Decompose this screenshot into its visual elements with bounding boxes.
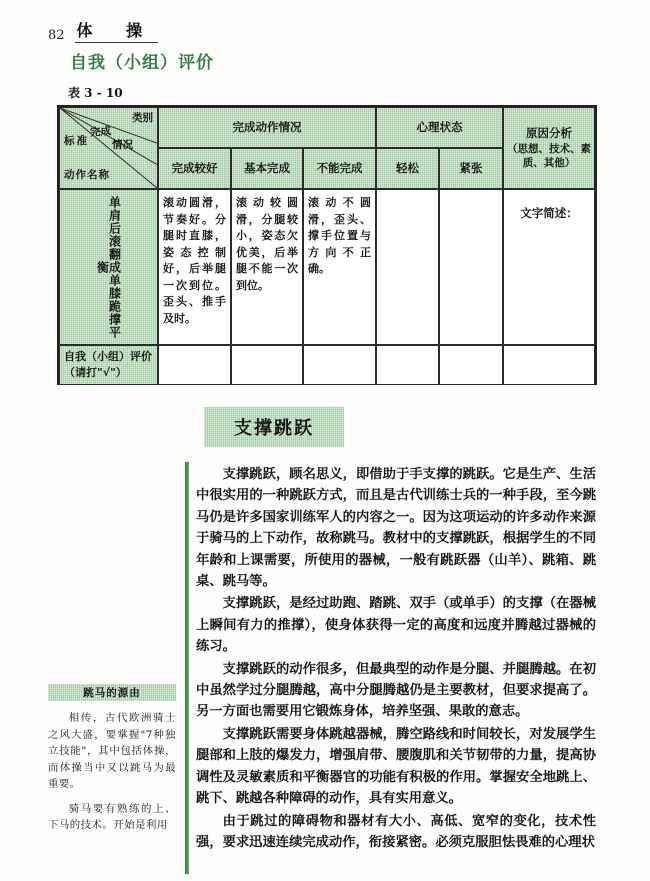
topic-banner: 支撑跳跃 bbox=[204, 407, 344, 447]
body-paragraph: 支撑跳跃，是经过助跑、踏跳、双手（或单手）的支撑（在器械上瞬间有力的推撑），使身体获得一定的高度和远度并腾越过器械的练习。 bbox=[196, 596, 596, 655]
group-header-completion-status: 完成动作情况 bbox=[158, 107, 376, 148]
self-eval-checkbox-basic[interactable] bbox=[231, 345, 303, 385]
page-number: 82 bbox=[48, 28, 65, 43]
body-text-column bbox=[196, 464, 596, 854]
corner-label-situation: 情况 bbox=[112, 139, 133, 151]
running-title: 体 操 bbox=[75, 18, 159, 43]
self-evaluation-line2: （请打"√"） bbox=[64, 366, 127, 379]
body-paragraph: 支撑跳跃的动作很多，但最典型的动作是分腿、并腿腾越。在初中虽然学过分腿腾越，高中分腿腾越仍是主要教材，但要求提高了。另一方面也需要用它锻炼身体，培养坚强、果敢的意志。 bbox=[196, 661, 596, 720]
cell-text-unable: 滚动不圆滑，歪头、撑手位置与方向不正确。 bbox=[308, 196, 371, 275]
cell-text-good: 滚动圆滑，节奏好。分腿时直膝，姿态控制好，后举腿一次到位。歪头、推手及时。 bbox=[163, 196, 226, 325]
section-heading: 自我（小组）评价 bbox=[70, 53, 214, 73]
group-header-cause-analysis bbox=[503, 107, 595, 189]
table-caption: 表 3 - 10 bbox=[68, 86, 123, 100]
cause-analysis-line2: （思想、技术、素 bbox=[507, 142, 591, 155]
group-header-mental-state: 心理状态 bbox=[376, 107, 503, 148]
sidebar-note bbox=[48, 684, 176, 842]
self-eval-checkbox-unable[interactable] bbox=[303, 345, 376, 385]
table-cell-basic bbox=[231, 189, 303, 345]
corner-label-category: 类别 bbox=[132, 112, 153, 124]
cause-analysis-line1: 原因分析 bbox=[526, 126, 572, 141]
sub-header-unable: 不能完成 bbox=[303, 148, 376, 189]
sub-header-good: 完成较好 bbox=[158, 148, 231, 189]
self-evaluation-line1: 自我（小组）评价 bbox=[64, 350, 152, 364]
cause-analysis-line3: 质、其他） bbox=[522, 156, 576, 169]
table-corner-header bbox=[59, 107, 158, 189]
self-eval-checkbox-good[interactable] bbox=[158, 345, 231, 385]
sidebar-body bbox=[48, 710, 176, 834]
sidebar-paragraph: 相传，古代欧洲骑士之风大盛，要掌握"7种独立技能"，其中包括体操，而体操当中又以跳马为最重要。 bbox=[48, 712, 176, 790]
sub-header-nervous: 紧张 bbox=[439, 148, 503, 189]
self-eval-checkbox-relaxed[interactable] bbox=[376, 345, 439, 385]
body-vertical-rule bbox=[185, 462, 189, 874]
action-name-vertical-text: 单肩后滚翻成单膝跪撑平衡 bbox=[95, 195, 122, 339]
table-row-action-name bbox=[59, 189, 158, 345]
self-eval-cause-field[interactable] bbox=[503, 345, 595, 385]
cell-text-basic: 滚动较圆滑，分腿较小，姿态欠优美，后举腿不能一次到位。 bbox=[236, 196, 298, 292]
sidebar-title: 跳马的源由 bbox=[48, 684, 176, 701]
table-cell-cause[interactable]: 文字简述： bbox=[503, 189, 595, 345]
sidebar-paragraph: 骑马要有熟练的上、下马的技术。开始是利用 bbox=[48, 802, 176, 831]
table-cell-good bbox=[158, 189, 231, 345]
table-cell-nervous[interactable] bbox=[439, 189, 503, 345]
sub-header-basic: 基本完成 bbox=[231, 148, 303, 189]
sub-header-relaxed: 轻松 bbox=[376, 148, 439, 189]
self-eval-checkbox-nervous[interactable] bbox=[439, 345, 503, 385]
corner-label-standard: 标准 bbox=[64, 135, 89, 147]
page-header bbox=[48, 18, 158, 43]
corner-label-completion: 完成 bbox=[89, 125, 112, 139]
self-evaluation-label bbox=[59, 345, 158, 385]
table-cell-relaxed[interactable] bbox=[376, 189, 439, 345]
body-paragraph: 由于跳过的障碍物和器材有大小、高低、宽窄的变化，技术性强，要求迅速连续完成动作，衔接紧密。必须克服胆怯畏难的心理状 bbox=[196, 813, 596, 850]
body-paragraph: 支撑跳跃需要身体跳越器械，腾空路线和时间较长，对发展学生腿部和上肢的爆发力，增强肩带、腰腹肌和关节韧带的力量，提高协调性及灵敏素质和平衡器官的功能有积极的作用。掌握安全地跳上、跳下、跳越各种障碍的动作，具有实用意义。 bbox=[196, 726, 596, 807]
corner-label-action-name: 动作名称 bbox=[64, 169, 110, 181]
table-cell-unable bbox=[303, 189, 376, 345]
evaluation-table bbox=[57, 105, 597, 385]
body-paragraph: 支撑跳跃，顾名思义，即借助于手支撑的跳跃。它是生产、生活中很实用的一种跳跃方式，而且是古代训练士兵的一种手段，至今跳马仍是许多国家训练军人的内容之一。因为这项运动的许多动作来源于骑马的上下动作，故称跳马。教材中的支撑跳跃，根据学生的不同年龄和上课需要，所使用的器械，一般有跳跃器（山羊）、跳箱、跳桌、跳马等。 bbox=[196, 467, 596, 590]
